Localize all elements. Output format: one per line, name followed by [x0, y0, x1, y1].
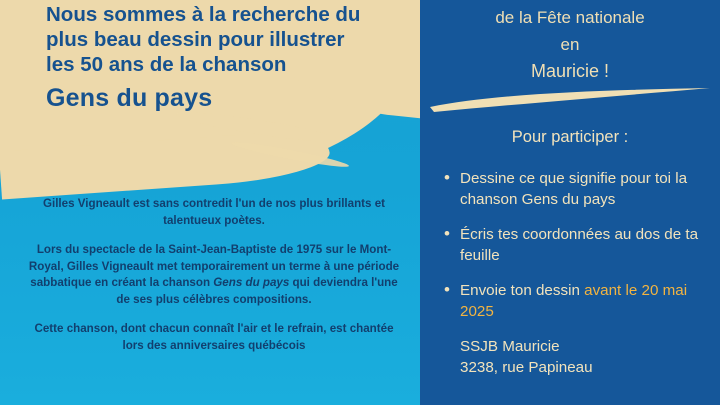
bullet-3-text: Envoie ton dessin: [460, 282, 585, 299]
deadline-highlight: avant le 20 mai 2025: [460, 282, 688, 320]
list-item: [444, 280, 712, 322]
paragraph-3: Cette chanson, dont chacun connaît l'air et le refrain, est chantée lors des anniversaires québécois: [34, 322, 394, 352]
headline-line-2: plus beau dessin pour illustrer: [46, 28, 345, 51]
paragraph-2-part-1: Lors du spectacle de la Saint-Jean-Baptiste de 1975 sur le Mont-Royal, Gilles Vigneault met temporairement un terme à une période sabbatique en créant la chanson: [28, 243, 400, 289]
headline-line-1: Nous sommes à la recherche du: [46, 3, 361, 26]
right-panel: [420, 0, 720, 405]
participate-steps: [444, 168, 712, 378]
paragraph-1: Gilles Vigneault est sans contredit l'un de nos plus brillants et talentueux poètes.: [42, 197, 386, 227]
right-title-line-2: en: [560, 35, 580, 54]
paragraph-2-song-title: Gens du pays: [213, 276, 290, 289]
address-line-2: 3238, rue Papineau: [460, 359, 593, 376]
bullet-2-text: Écris tes coordonnées au dos de ta feuille: [460, 226, 699, 264]
decorative-swoosh: [428, 88, 712, 114]
right-title-line-3: Mauricie !: [530, 61, 610, 81]
headline-line-3: les 50 ans de la chanson: [46, 53, 287, 76]
list-item: [444, 224, 712, 266]
paragraph-2: [28, 242, 400, 308]
song-title: Gens du pays: [46, 84, 213, 112]
right-title: [420, 0, 720, 85]
left-body-text: [28, 196, 400, 367]
bullet-1-text: Dessine ce que signifie pour toi la chanson Gens du pays: [460, 170, 688, 208]
right-title-line-1: de la Fête nationale: [495, 8, 645, 27]
address-line-1: SSJB Mauricie: [460, 338, 560, 355]
participate-label: Pour participer :: [511, 128, 629, 146]
paragraph-2-part-2: qui deviendra l'une de ses plus célèbres compositions.: [116, 276, 398, 306]
headline: [46, 2, 396, 115]
list-item: [444, 168, 712, 210]
